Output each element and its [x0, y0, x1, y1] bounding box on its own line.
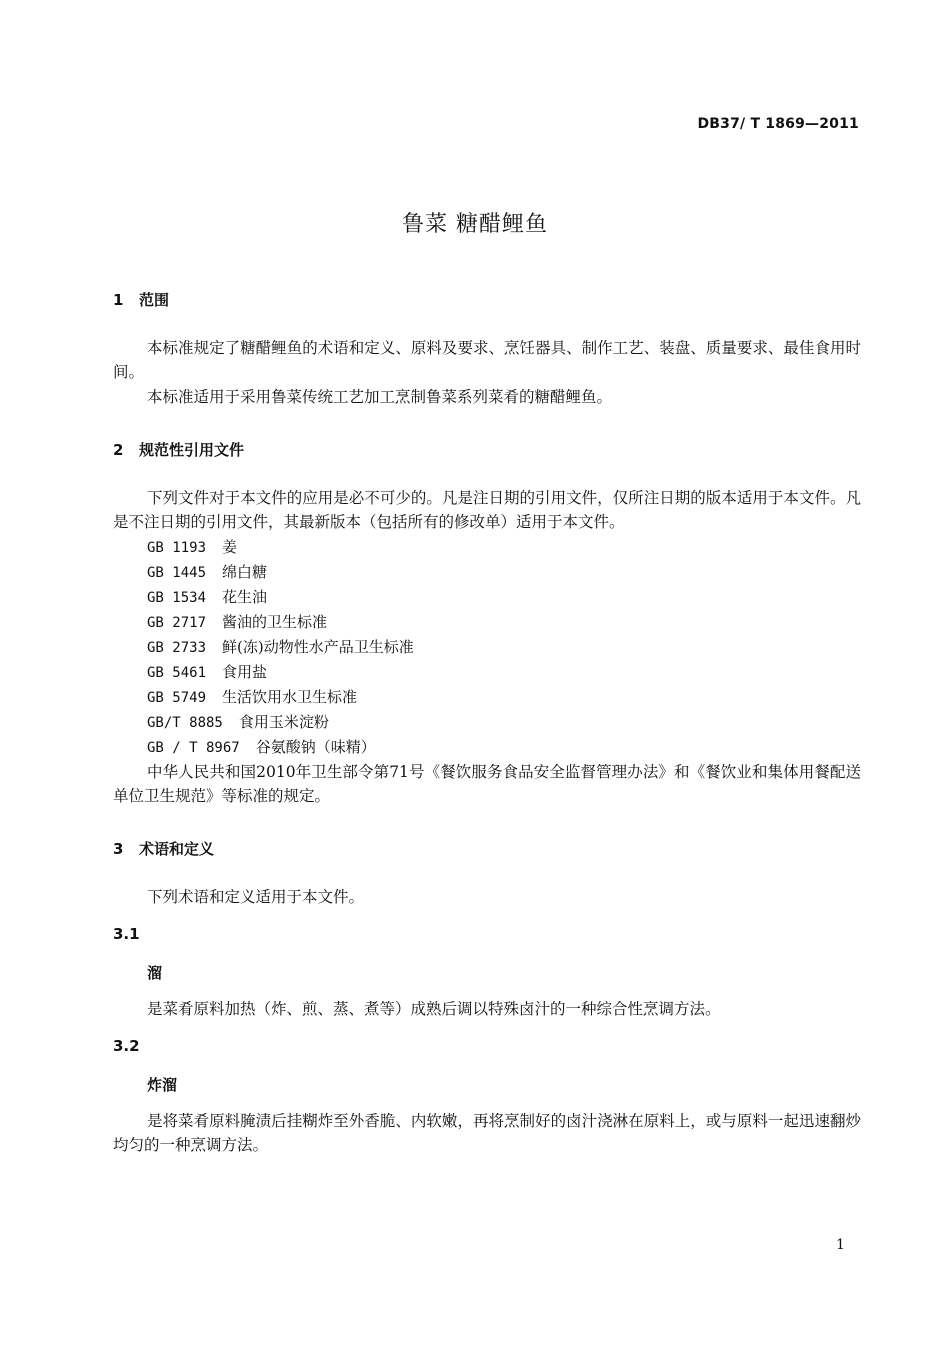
- reference-name: 鲜(冻)动物性水产品卫生标准: [222, 638, 414, 656]
- reference-code: GB / T 8967: [147, 740, 240, 756]
- reference-item: [147, 661, 267, 682]
- reference-item: [147, 536, 237, 557]
- reference-item: [147, 561, 267, 582]
- reference-item: [147, 586, 267, 607]
- reference-name: 食用盐: [222, 663, 268, 681]
- reference-code: GB 1534: [147, 590, 207, 606]
- term-definition: 是菜肴原料加热（炸、煎、蒸、煮等）成熟后调以特殊卤汁的一种综合性烹调方法。: [147, 1000, 721, 1018]
- reference-name: 姜: [222, 538, 238, 556]
- normative-closing: 中华人民共和国2010年卫生部令第71号《餐饮服务食品安全监督管理办法》和《餐饮业和集体用餐配送单位卫生规范》等标准的规定。: [113, 763, 861, 805]
- section-3-heading: [113, 838, 214, 859]
- reference-name: 生活饮用水卫生标准: [222, 688, 358, 706]
- section-number: 3: [113, 840, 124, 858]
- section-title: 范围: [139, 291, 170, 309]
- reference-code: GB 2733: [147, 640, 207, 656]
- term-name: 炸溜: [147, 1076, 178, 1094]
- reference-name: 花生油: [222, 588, 268, 606]
- reference-item: [147, 636, 414, 657]
- section-number: 1: [113, 291, 124, 309]
- scope-paragraph-2: 本标准适用于采用鲁菜传统工艺加工烹制鲁菜系列菜肴的糖醋鲤鱼。: [147, 388, 613, 406]
- section-1-heading: [113, 289, 169, 310]
- reference-code: GB/T 8885: [147, 715, 223, 731]
- term-number: 3.2: [113, 1037, 140, 1055]
- reference-code: GB 1445: [147, 565, 207, 581]
- section-title: 规范性引用文件: [139, 441, 245, 459]
- reference-name: 酱油的卫生标准: [222, 613, 328, 631]
- section-number: 2: [113, 441, 124, 459]
- page-number: 1: [836, 1237, 845, 1253]
- reference-name: 绵白糖: [222, 563, 268, 581]
- reference-item: [147, 711, 329, 732]
- reference-code: GB 5749: [147, 690, 207, 706]
- document-code: DB37/ T 1869—2011: [697, 116, 859, 132]
- term-name: 溜: [147, 964, 163, 982]
- document-title: 鲁菜 糖醋鲤鱼: [402, 212, 548, 237]
- reference-code: GB 1193: [147, 540, 207, 556]
- term-definition: 是将菜肴原料腌渍后挂糊炸至外香脆、内软嫩，再将烹制好的卤汁浇淋在原料上，或与原料一起迅速翻炒均匀的一种烹调方法。: [113, 1112, 861, 1154]
- reference-code: GB 2717: [147, 615, 207, 631]
- terms-intro: 下列术语和定义适用于本文件。: [147, 888, 365, 906]
- reference-name: 谷氨酸钠（味精）: [255, 738, 376, 756]
- reference-item: [147, 611, 327, 632]
- term-number: 3.1: [113, 925, 140, 943]
- normative-intro: 下列文件对于本文件的应用是必不可少的。凡是注日期的引用文件，仅所注日期的版本适用于本文件。凡是不注日期的引用文件，其最新版本（包括所有的修改单）适用于本文件。: [113, 489, 861, 531]
- section-title: 术语和定义: [139, 840, 215, 858]
- reference-item: [147, 736, 376, 757]
- reference-name: 食用玉米淀粉: [238, 713, 329, 731]
- scope-paragraph-1: 本标准规定了糖醋鲤鱼的术语和定义、原料及要求、烹饪器具、制作工艺、装盘、质量要求、最佳食用时间。: [113, 339, 861, 381]
- reference-item: [147, 686, 357, 707]
- reference-code: GB 5461: [147, 665, 207, 681]
- section-2-heading: [113, 439, 244, 460]
